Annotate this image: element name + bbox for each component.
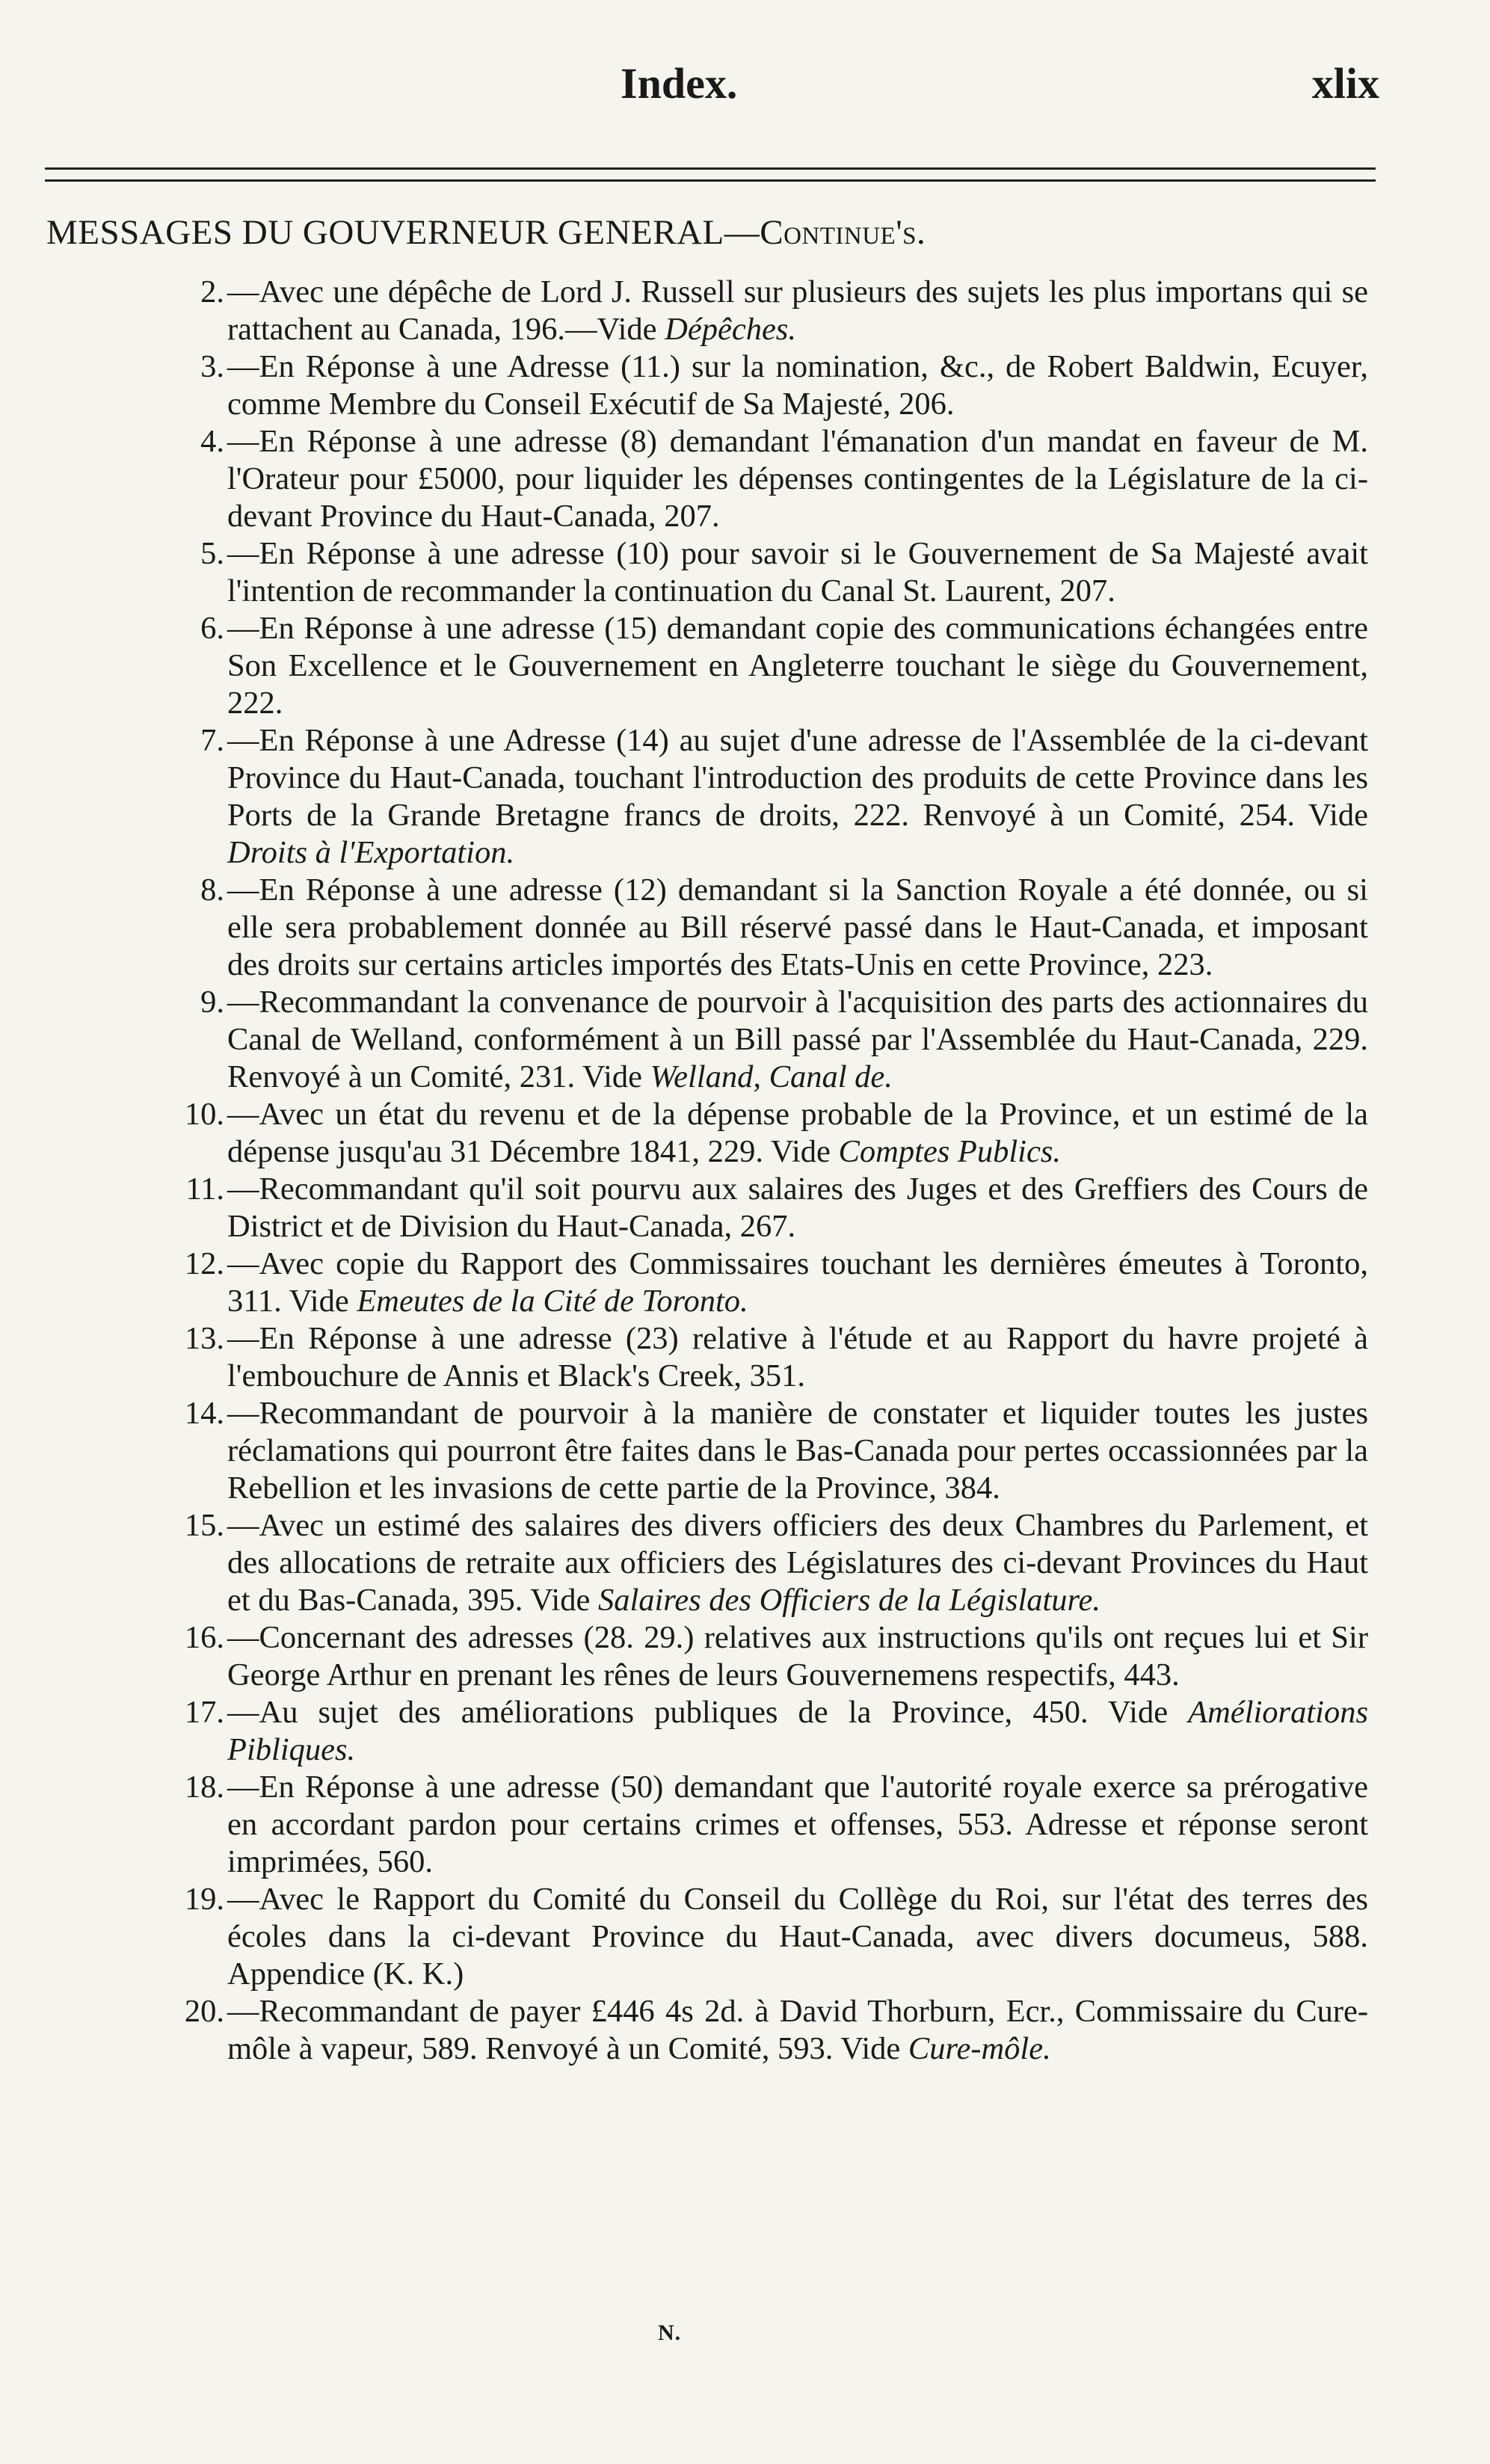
index-entry <box>142 1096 1368 1171</box>
entry-cross-reference: Comptes Publics. <box>838 1134 1062 1169</box>
page-number: xlix <box>1311 59 1379 108</box>
index-entry <box>142 1619 1368 1694</box>
page-header <box>0 58 1490 126</box>
entry-number: 15. <box>184 1508 224 1543</box>
entry-number: 17. <box>184 1695 224 1730</box>
entry-cross-reference: Emeutes de la Cité de Toronto. <box>357 1284 748 1319</box>
index-entry <box>142 348 1368 423</box>
header-rule-bottom <box>45 179 1376 182</box>
index-entry <box>142 722 1368 872</box>
entry-cross-reference: Droits à l'Exportation. <box>227 835 515 870</box>
index-entry <box>142 1993 1368 2068</box>
index-entry <box>142 535 1368 610</box>
entry-text: —Recommandant la convenance de pourvoir à l'acquisition des parts des actionnaires du Canal de Welland, conformément à un Bill passé par l'Assemblée du Haut-Canada, 229. Renvoyé à un Comité, 231. Vide <box>227 985 1368 1094</box>
index-entry <box>142 423 1368 535</box>
entry-text: —Recommandant de pourvoir à la manière de constater et liquider toutes les justes réclamations qui pourront être faites dans le Bas-Canada pour pertes occassionnées par la Rebellion et les invasions de cette partie de la Province, 384. <box>227 1396 1368 1506</box>
entry-cross-reference: Cure-môle. <box>908 2031 1051 2066</box>
entry-cross-reference: Welland, Canal de. <box>650 1059 893 1094</box>
index-entry <box>142 1395 1368 1507</box>
entry-number: 20. <box>184 1994 224 2029</box>
entry-number: 12. <box>184 1246 224 1281</box>
entry-text: —En Réponse à une adresse (23) relative à l'étude et au Rapport du havre projeté à l'embouchure de Annis et Black's Creek, 351. <box>227 1321 1368 1393</box>
entry-text: —Avec une dépêche de Lord J. Russell sur plusieurs des sujets les plus importans qui se rattachent au Canada, 196.—Vide <box>227 274 1368 347</box>
entry-text: —Recommandant de payer £446 4s 2d. à David Thorburn, Ecr., Commissaire du Cure-môle à vapeur, 589. Renvoyé à un Comité, 593. Vide <box>227 1994 1368 2066</box>
index-entry <box>142 1507 1368 1619</box>
entry-text: —Avec un estimé des salaires des divers officiers des deux Chambres du Parlement, et des allocations de retraite aux officiers des Législatures des ci-devant Provinces du Haut et du Bas-Canada, 395. Vide <box>227 1508 1368 1618</box>
entry-number: 16. <box>184 1620 224 1655</box>
entry-cross-reference: Salaires des Officiers de la Législature. <box>597 1583 1101 1618</box>
printer-signature: N. <box>658 2320 682 2345</box>
index-entry <box>142 1245 1368 1320</box>
entry-number: 2. <box>200 274 224 309</box>
entry-text: —En Réponse à une Adresse (14) au sujet d'une adresse de l'Assemblée de la ci-devant Province du Haut-Canada, touchant l'introduction des produits de cette Province dans les Ports de la Grande Bretagne francs de droits, 222. Renvoyé à un Comité, 254. Vide <box>227 723 1368 833</box>
entry-number: 6. <box>200 611 224 646</box>
entry-text: —Avec copie du Rapport des Commissaires touchant les dernières émeutes à Toronto, 311. Vide <box>227 1246 1368 1319</box>
entry-number: 11. <box>185 1171 224 1207</box>
index-entry <box>142 1694 1368 1769</box>
entry-text: —Recommandant qu'il soit pourvu aux salaires des Juges et des Greffiers des Cours de District et de Division du Haut-Canada, 267. <box>227 1171 1368 1244</box>
entry-number: 10. <box>184 1097 224 1132</box>
running-title: Index. <box>621 59 738 108</box>
entry-number: 9. <box>200 985 224 1020</box>
entry-text: —Avec le Rapport du Comité du Conseil du Collège du Roi, sur l'état des terres des écoles dans la ci-devant Province du Haut-Canada, avec divers documeus, 588. Appendice (K. K.) <box>227 1882 1368 1992</box>
entry-text: —En Réponse à une adresse (15) demandant copie des communications échangées entre Son Excellence et le Gouvernement en Angleterre touchant le siège du Gouvernement, 222. <box>227 611 1368 721</box>
entry-text: —Concernant des adresses (28. 29.) relatives aux instructions qu'ils ont reçues lui et Sir George Arthur en prenant les rênes de leurs Gouvernemens respectifs, 443. <box>227 1620 1368 1693</box>
entry-cross-reference: Dépêches. <box>665 312 796 347</box>
entry-text: —En Réponse à une adresse (12) demandant si la Sanction Royale a été donnée, ou si elle sera probablement donnée au Bill réservé passé dans le Haut-Canada, et imposant des droits sur certains articles importés des Etats-Unis en cette Province, 223. <box>227 872 1368 982</box>
section-heading <box>46 212 926 253</box>
entry-number: 3. <box>200 349 224 384</box>
index-entry <box>142 872 1368 984</box>
index-entry <box>142 610 1368 722</box>
index-entries <box>142 274 1368 2068</box>
entry-text: —En Réponse à une adresse (8) demandant l'émanation d'un mandat en faveur de M. l'Orateur pour £5000, pour liquider les dépenses contingentes de la Législature de la ci-devant Province du Haut-Canada, 207. <box>227 424 1368 534</box>
entry-text: —Au sujet des améliorations publiques de la Province, 450. Vide <box>227 1695 1189 1730</box>
index-entry <box>142 1881 1368 1993</box>
section-heading-continued: Continue's. <box>760 213 926 252</box>
entry-text: —En Réponse à une adresse (50) demandant que l'autorité royale exerce sa prérogative en accordant pardon pour certains crimes et offenses, 553. Adresse et réponse seront imprimées, 560. <box>227 1770 1368 1879</box>
entry-number: 8. <box>200 872 224 908</box>
entry-number: 18. <box>184 1770 224 1805</box>
entry-number: 14. <box>184 1396 224 1431</box>
entry-number: 13. <box>184 1321 224 1356</box>
index-entry <box>142 984 1368 1096</box>
entry-cross-reference: Améliorations Pibliques. <box>227 1695 1368 1767</box>
index-entry <box>142 274 1368 348</box>
entry-number: 5. <box>200 536 224 571</box>
entry-text: —Avec un état du revenu et de la dépense probable de la Province, et un estimé de la dépense jusqu'au 31 Décembre 1841, 229. Vide <box>227 1097 1368 1169</box>
index-entry <box>142 1171 1368 1245</box>
index-entry <box>142 1320 1368 1395</box>
section-heading-main: MESSAGES DU GOUVERNEUR GENERAL— <box>46 213 760 252</box>
entry-text: —En Réponse à une Adresse (11.) sur la nomination, &c., de Robert Baldwin, Ecuyer, comme Membre du Conseil Exécutif de Sa Majesté, 206. <box>227 349 1368 422</box>
entry-number: 7. <box>200 723 224 758</box>
header-rule-top <box>45 167 1376 170</box>
entry-number: 4. <box>200 424 224 459</box>
entry-text: —En Réponse à une adresse (10) pour savoir si le Gouvernement de Sa Majesté avait l'intention de recommander la continuation du Canal St. Laurent, 207. <box>227 536 1368 609</box>
index-entry <box>142 1769 1368 1881</box>
entry-number: 19. <box>184 1882 224 1917</box>
